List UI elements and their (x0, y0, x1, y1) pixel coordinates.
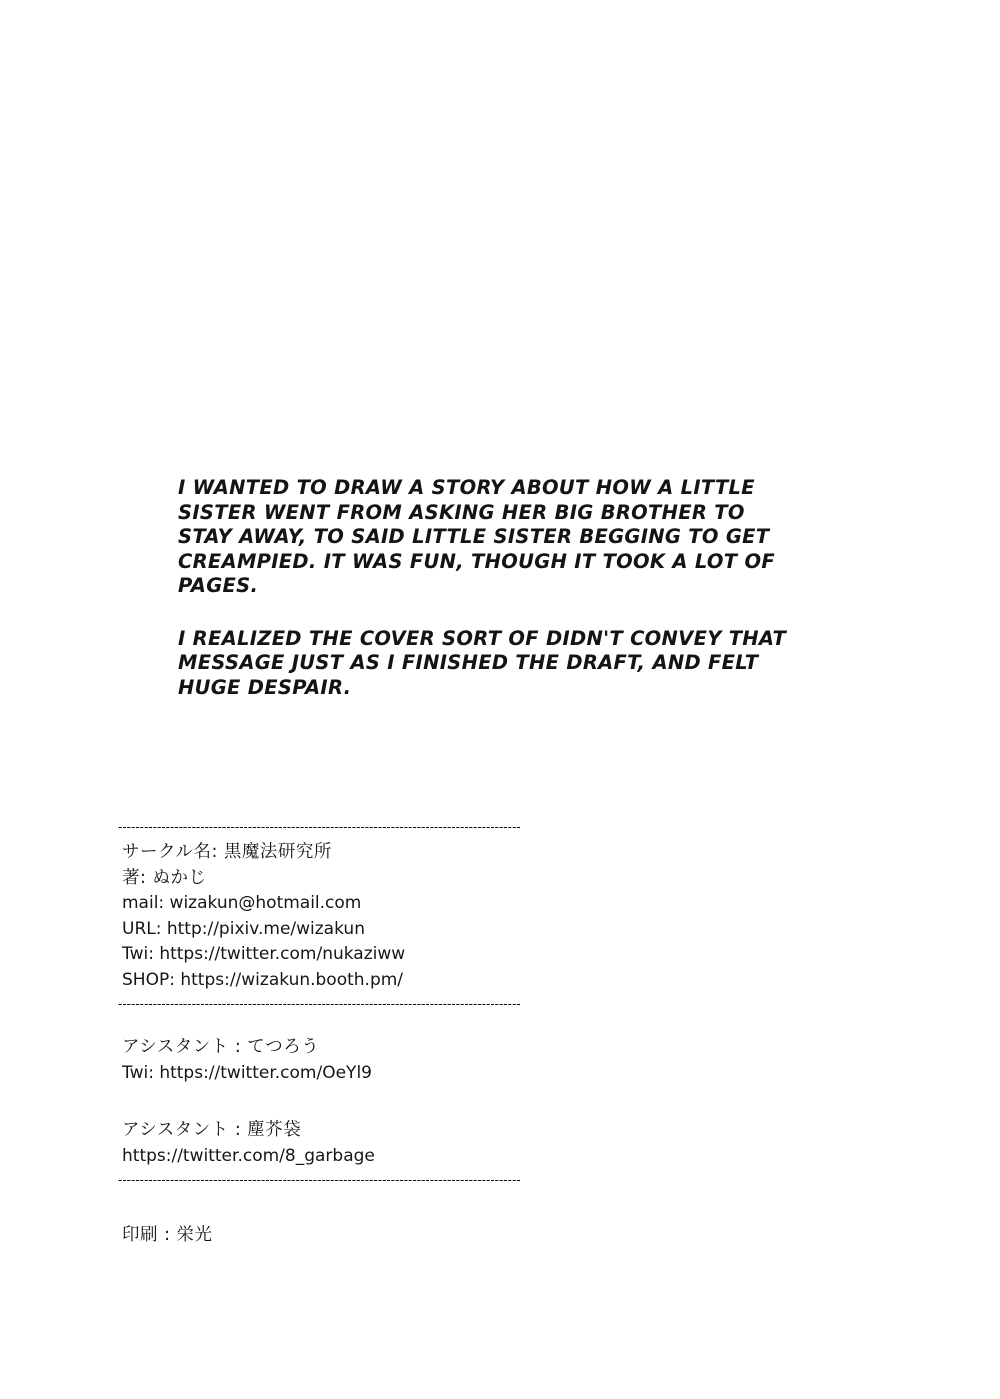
assistant-1-twitter: Twi: https://twitter.com/OeYl9 (122, 1062, 372, 1083)
circle-name: サークル名: 黒魔法研究所 (122, 842, 332, 862)
assistant-2-twitter: https://twitter.com/8_garbage (122, 1145, 375, 1166)
assistant-2-name: アシスタント : 塵芥袋 (122, 1120, 302, 1140)
mail-address: mail: wizakun@hotmail.com (122, 893, 362, 913)
afterword-paragraph-1: I WANTED TO DRAW A STORY ABOUT HOW A LITTLE SISTER WENT FROM ASKING HER BIG BROTHER TO STAY AWAY, TO SAID LITTLE SISTER BEGGING TO GET CREAMPIED. IT WAS FUN, THOUGH IT TOOK A LOT OF PAGES. (178, 476, 775, 597)
afterword-text-block (178, 476, 798, 700)
printer-group (118, 1217, 908, 1253)
assistant-1-group (118, 1029, 908, 1090)
pixiv-url: URL: http://pixiv.me/wizakun (122, 918, 365, 939)
divider-top: --------------------------------------------------------------------------------------------- (118, 820, 521, 834)
twitter-url: Twi: https://twitter.com/nukaziww (122, 944, 406, 964)
assistant-2-group (118, 1112, 908, 1173)
afterword-paragraph-2: I REALIZED THE COVER SORT OF DIDN'T CONVEY THAT MESSAGE JUST AS I FINISHED THE DRAFT, AND FELT HUGE DESPAIR. (178, 626, 787, 699)
circle-info-group (118, 834, 908, 997)
credits-block (118, 820, 908, 1253)
assistant-1-name: アシスタント : てつろう (122, 1037, 320, 1057)
author-name: 著: ぬかじ (122, 867, 207, 888)
divider-bottom: --------------------------------------------------------------------------------------------- (118, 1173, 521, 1187)
divider-middle: --------------------------------------------------------------------------------------------- (118, 997, 521, 1011)
shop-url: SHOP: https://wizakun.booth.pm/ (122, 969, 404, 990)
printer-name: 印刷 : 栄光 (122, 1225, 213, 1245)
